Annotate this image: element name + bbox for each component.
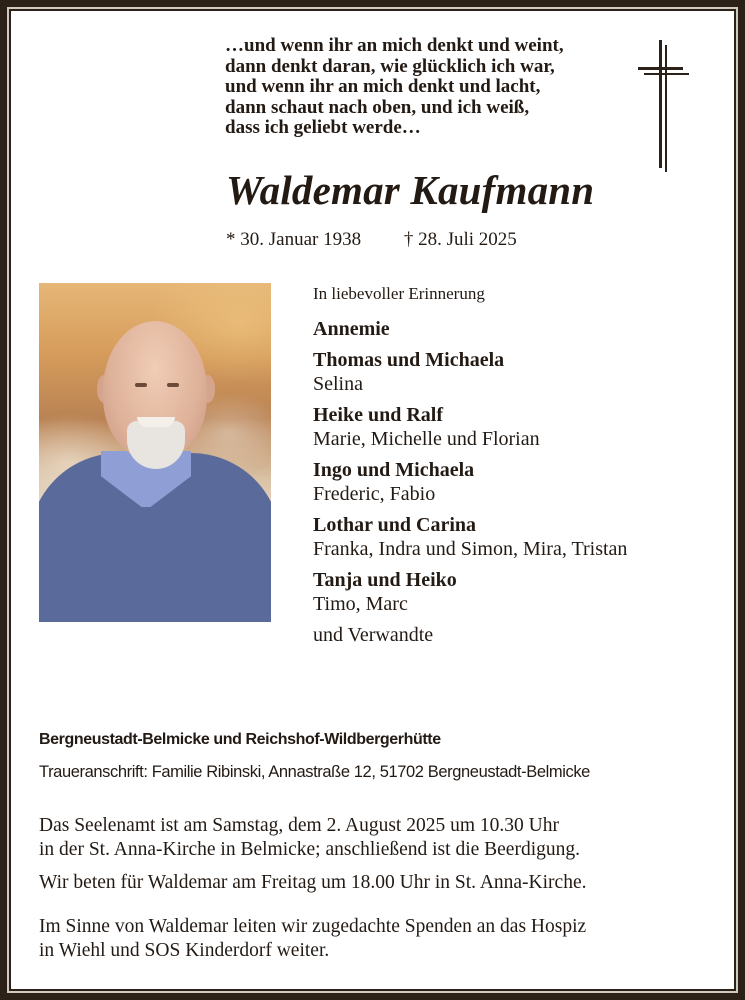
family-group-name: Tanja und Heiko (313, 569, 457, 591)
family-group-children: Frederic, Fabio (313, 483, 436, 505)
poem (225, 36, 605, 139)
family-list (313, 284, 713, 647)
service-line: in der St. Anna-Kirche in Belmicke; anschließend ist die Beerdigung. (39, 839, 580, 860)
service-line: Das Seelenamt ist am Samstag, dem 2. August 2025 um 10.30 Uhr (39, 815, 559, 836)
family-group (313, 513, 713, 561)
deceased-name: Waldemar Kaufmann (226, 167, 595, 213)
cross-horizontal-bar (638, 67, 683, 70)
family-group-name: Heike und Ralf (313, 404, 444, 426)
family-group (313, 458, 713, 506)
places-line: Bergneustadt-Belmicke und Reichshof-Wildbergerhütte (39, 731, 441, 748)
poem-line: dann denkt daran, wie glücklich ich war, (225, 55, 555, 77)
family-group-children: Marie, Michelle und Florian (313, 428, 540, 450)
poem-line: dass ich geliebt werde… (225, 117, 421, 138)
donation-info (39, 915, 719, 963)
birth-date: * 30. Januar 1938 (226, 229, 362, 250)
cross-vertical-bar (659, 40, 662, 168)
cross-icon (630, 36, 700, 176)
portrait-photo (39, 283, 271, 622)
cross-horizontal-bar (644, 73, 689, 75)
life-dates (226, 229, 517, 251)
death-date: † 28. Juli 2025 (403, 229, 517, 250)
family-group (313, 348, 713, 396)
family-group-children: Selina (313, 373, 363, 395)
service-info (39, 814, 719, 862)
family-group-children: Timo, Marc (313, 593, 408, 615)
prayer-line: Wir beten für Waldemar am Freitag um 18.00 Uhr in St. Anna-Kirche. (39, 872, 587, 893)
donation-line: in Wiehl und SOS Kinderdorf weiter. (39, 940, 330, 961)
photo-eye (167, 383, 179, 387)
poem-line: und wenn ihr an mich denkt und lacht, (225, 76, 541, 97)
family-group-name: Ingo und Michaela (313, 459, 475, 481)
family-group (313, 568, 713, 616)
family-group-name: Annemie (313, 318, 390, 340)
cross-vertical-bar (665, 45, 667, 172)
family-group-name: Lothar und Carina (313, 514, 477, 536)
family-group-name: Thomas und Michaela (313, 349, 505, 371)
donation-line: Im Sinne von Waldemar leiten wir zugedachte Spenden an das Hospiz (39, 916, 587, 937)
family-closing: und Verwandte (313, 624, 434, 646)
prayer-info (39, 871, 719, 895)
family-intro: In liebevoller Erinnerung (313, 284, 485, 303)
family-group (313, 403, 713, 451)
poem-line: dann schaut nach oben, und ich weiß, (225, 96, 530, 118)
family-group-children: Franka, Indra und Simon, Mira, Tristan (313, 538, 628, 560)
mourning-address: Traueranschrift: Familie Ribinski, Annastraße 12, 51702 Bergneustadt-Belmicke (39, 763, 590, 781)
family-group (313, 317, 713, 341)
poem-line: …und wenn ihr an mich denkt und weint, (225, 35, 564, 56)
photo-eye (135, 383, 147, 387)
photo-smile (137, 417, 175, 427)
